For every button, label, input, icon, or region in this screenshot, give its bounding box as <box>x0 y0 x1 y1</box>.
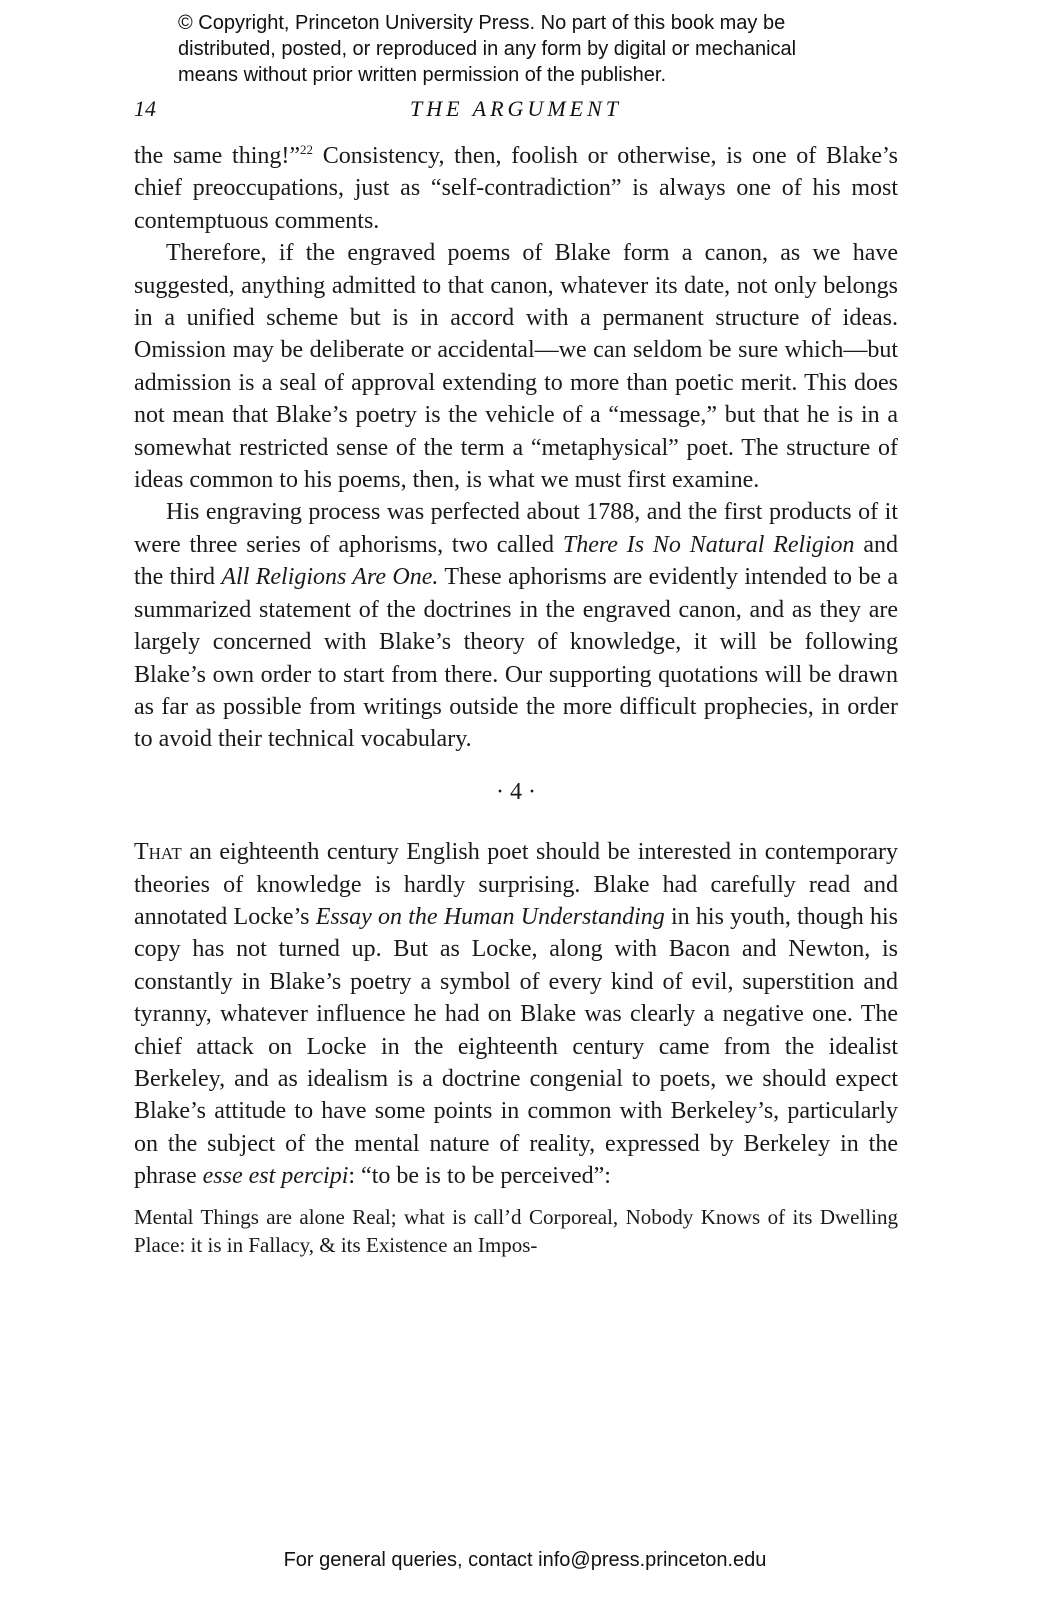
text-run: Consistency, then, foolish or otherwise, is one of Blake’s chief preoccupations, just as “self-contradiction” is always one of his most contemptuous comments. <box>134 143 898 234</box>
text-run: These aphorisms are evidently intended to be a summarized statement of the doctrines in the engraved canon, and as they are largely concerned with Blake’s theory of knowledge, it will be following Blake’s own order to start from there. Our supporting quotations will be drawn as far as possible from writings outside the more difficult prophecies, in order to avoid their technical vocabulary. <box>134 564 899 753</box>
footnote-marker[interactable]: 22 <box>300 142 314 157</box>
book-title: Essay on the Human Understanding <box>315 903 665 930</box>
page-number: 14 <box>134 96 156 121</box>
text-run: an eighteenth century English poet should be interested in contemporary theories of knowledge is hardly surprising. Blake had carefully read and annotated Locke’s <box>134 839 898 930</box>
copyright-line: means without prior written permission of the publisher. <box>178 64 667 86</box>
text-run: in his youth, though his copy has not turned up. But as Locke, along with Bacon and Newton, is constantly in Blake’s poetry a symbol of every kind of evil, superstition and tyranny, whatever influence he had on Blake was clearly a negative one. The chief attack on Locke in the eighteenth century came from the idealist Berkeley, and as idealism is a doctrine congenial to poets, we should expect Blake’s attitude to have some points in common with Berkeley’s, particularly on the subject of the mental nature of reality, expressed by Berkeley in the phrase <box>134 903 898 1190</box>
footer-contact: For general queries, contact info@press.princeton.edu <box>283 1549 767 1571</box>
text-run: : “to be is to be perceived”: <box>348 1163 611 1190</box>
paragraph: Therefore, if the engraved poems of Blake form a canon, as we have suggested, anything admitted to that canon, whatever its date, not only belongs in a unified scheme but is in accord with a permanent structure of ideas. Omission may be deliberate or accidental—we can seldom be sure which—but admission is a seal of approval extending to more than poetic merit. This does not mean that Blake’s poetry is the vehicle of a “message,” but that he is in a somewhat restricted sense of the term a “metaphysical” poet. The structure of ideas common to his poems, then, is what we must first examine. <box>134 240 898 494</box>
paragraph <box>134 496 898 755</box>
paragraph <box>134 140 898 237</box>
text-run: and the third <box>134 531 898 591</box>
copyright-line: distributed, posted, or reproduced in any form by digital or mechanical <box>178 38 797 60</box>
copyright-line: © Copyright, Princeton University Press. No part of this book may be <box>178 12 786 34</box>
running-head <box>134 96 898 126</box>
block-quote: Mental Things are alone Real; what is call’d Corporeal, Nobody Knows of its Dwelling Place: it is in Fallacy, & its Existence an Impos- <box>134 1204 898 1257</box>
book-title: All Religions Are One. <box>221 564 439 591</box>
running-title: THE ARGUMENT <box>410 96 622 121</box>
copyright-notice <box>178 10 998 88</box>
body-text <box>134 140 898 1259</box>
latin-phrase: esse est percipi <box>202 1163 349 1190</box>
lead-word: That <box>134 839 182 866</box>
paragraph <box>134 836 898 1192</box>
text-run: the same thing!” <box>134 143 301 169</box>
book-title: There Is No Natural Religion <box>562 531 855 558</box>
section-number: · 4 · <box>496 778 536 805</box>
text-run: His engraving process was perfected about 1788, and the first products of it were three series of aphorisms, two called <box>134 499 898 558</box>
